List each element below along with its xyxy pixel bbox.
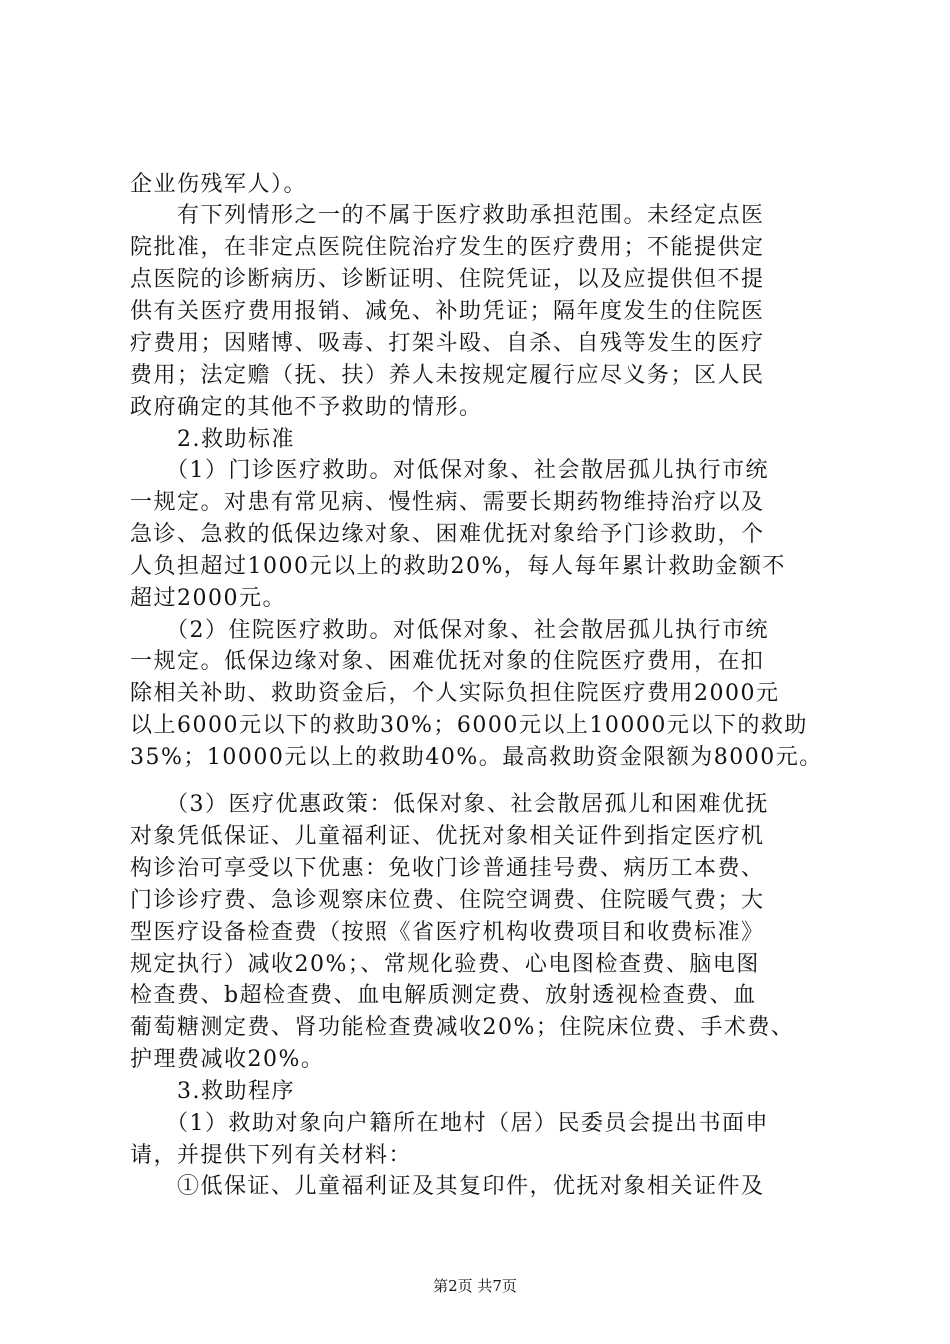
body-line: 一规定。低保边缘对象、困难优抚对象的住院医疗费用，在扣 [130,649,765,674]
body-line: 人负担超过1000元以上的救助20%，每人每年累计救助金额不 [130,554,786,579]
body-line: 对象凭低保证、儿童福利证、优抚对象相关证件到指定医疗机 [130,824,765,849]
page-number-footer: 第2页 共7页 [433,1277,517,1295]
body-line: 有下列情形之一的不属于医疗救助承担范围。未经定点医 [130,203,765,228]
body-line: 门诊诊疗费、急诊观察床位费、住院空调费、住院暖气费；大 [130,888,765,913]
body-line: 疗费用；因赌博、吸毒、打架斗殴、自杀、自残等发生的医疗 [130,331,765,356]
body-line: 规定执行）减收20%；、常规化验费、心电图检查费、脑电图 [130,952,760,977]
section-heading: 3.救助程序 [130,1079,295,1104]
body-line: 葡萄糖测定费、肾功能检查费减收20%；住院床位费、手术费、 [130,1015,795,1040]
body-line: （2）住院医疗救助。对低保对象、社会散居孤儿执行市统 [130,618,769,643]
section-heading: 2.救助标准 [130,427,295,452]
body-line: 检查费、b超检查费、血电解质测定费、放射透视检查费、血 [130,983,757,1008]
body-line: 院批准，在非定点医院住院治疗发生的医疗费用；不能提供定 [130,235,765,260]
body-line: 35%；10000元以上的救助40%。最高救助资金限额为8000元。 [130,745,823,770]
body-line: 企业伤残军人）。 [130,172,308,197]
body-line: 费用；法定赡（抚、扶）养人未按规定履行应尽义务；区人民 [130,363,765,388]
body-line: （3）医疗优惠政策：低保对象、社会散居孤儿和困难优抚 [130,792,769,817]
body-line: 政府确定的其他不予救助的情形。 [130,395,483,420]
body-line: 护理费减收20%。 [130,1047,325,1072]
body-line: 超过2000元。 [130,586,286,611]
body-line: 以上6000元以下的救助30%；6000元以上10000元以下的救助 [130,713,808,738]
body-line: （1）门诊医疗救助。对低保对象、社会散居孤儿执行市统 [130,458,769,483]
body-line: 一规定。对患有常见病、慢性病、需要长期药物维持治疗以及 [130,490,765,515]
body-line: 构诊治可享受以下优惠：免收门诊普通挂号费、病历工本费、 [130,856,765,881]
body-line: 除相关补助、救助资金后，个人实际负担住院医疗费用2000元 [130,681,780,706]
body-line: 点医院的诊断病历、诊断证明、住院凭证，以及应提供但不提 [130,267,765,292]
body-line: 型医疗设备检查费（按照《省医疗机构收费项目和收费标准》 [130,920,765,945]
body-line: ①低保证、儿童福利证及其复印件，优抚对象相关证件及 [130,1174,765,1199]
body-line: 供有关医疗费用报销、减免、补助凭证；隔年度发生的住院医 [130,299,765,324]
body-line: 请，并提供下列有关材料： [130,1143,413,1168]
body-line: 急诊、急救的低保边缘对象、困难优抚对象给予门诊救助，个 [130,522,765,547]
body-line: （1）救助对象向户籍所在地村（居）民委员会提出书面申 [130,1111,769,1136]
